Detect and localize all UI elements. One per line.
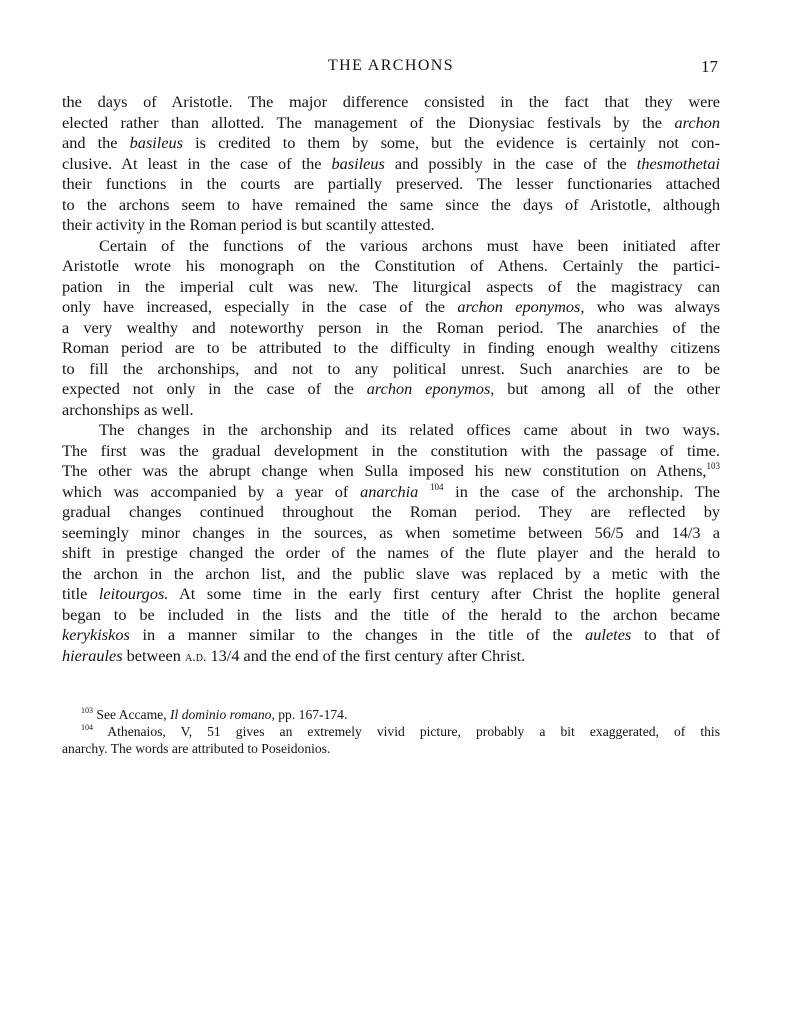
text-line: title leitourgos. At some time in the early first century after Christ the hoplite general	[62, 584, 720, 603]
italic-term: anarchia	[360, 481, 419, 501]
text-line: expected not only in the case of the archon eponymos, but among all of the other	[62, 379, 721, 398]
text-line: Roman period are to be attributed to the difficulty in finding enough wealthy citizens	[62, 338, 720, 357]
text-line: hieraules between a.d. 13/4 and the end of the first century after Christ.	[62, 645, 526, 665]
italic-term: archon eponymos,	[457, 297, 585, 316]
text-line: elected rather than allotted. The management of the Dionysiac festivals by the archon	[62, 112, 720, 132]
italic-term: auletes	[585, 625, 632, 644]
text-line: to fill the archonships, and not to any political unrest. Such anarchies are to be	[62, 358, 720, 378]
italic-term: hieraules	[62, 645, 123, 665]
footnote	[62, 723, 720, 757]
text-line: their functions in the courts are partially preserved. The lesser functionaries attached	[62, 174, 720, 193]
italic-term: basileus	[331, 153, 385, 173]
text-line: anarchy. The words are attributed to Poseidonios.	[62, 741, 331, 756]
text-line: The other was the abrupt change when Sulla imposed his new constitution on Athens,$^{103}$	[62, 461, 720, 480]
italic-term: Il dominio romano,	[170, 707, 275, 722]
footnote-marker: 103	[81, 706, 93, 715]
page-header	[62, 57, 720, 81]
footnote-marker: 104	[429, 481, 444, 492]
text-line: the archon in the archon list, and the public slave was replaced by a metic with the	[62, 563, 720, 583]
text-line: pation in the imperial cult was new. The liturgical aspects of the magistracy can	[62, 276, 720, 296]
small-caps-text: a.d.	[184, 649, 207, 665]
footnote	[62, 706, 720, 723]
italic-term: basileus	[129, 133, 184, 152]
text-line: The changes in the archonship and its related offices came about in two ways.	[99, 420, 720, 439]
text-line: clusive. At least in the case of the basileus and possibly in the case of the thesmothetai	[62, 153, 720, 173]
italic-term: thesmothetai	[636, 153, 720, 173]
running-head: THE ARCHONS	[327, 57, 455, 74]
footnotes	[62, 706, 720, 757]
text-line: $^{103}$ See Accame, Il dominio romano, pp. 167-174.	[81, 706, 348, 722]
page-number: 17	[701, 57, 718, 76]
italic-term: kerykiskos	[62, 625, 130, 644]
text-line: Certain of the functions of the various archons must have been initiated after	[99, 235, 720, 255]
text-line: shift in prestige changed the order of the names of the flute player and the herald to	[62, 543, 720, 562]
text-line: a very wealthy and noteworthy person in the Roman period. The anarchies of the	[62, 317, 720, 337]
book-page	[62, 0, 720, 1024]
paragraph	[62, 92, 720, 236]
italic-term: archon eponymos,	[366, 379, 495, 398]
italic-term: archon	[674, 112, 720, 132]
paragraph	[62, 420, 720, 668]
text-line: only have increased, especially in the case of the archon eponymos, who was always	[62, 297, 721, 316]
text-line: which was accompanied by a year of anarchia $^{104}$ in the case of the archonship. The	[62, 481, 720, 501]
text-line: to the archons seem to have remained the same since the days of Aristotle, although	[62, 194, 720, 214]
body-text	[62, 92, 720, 668]
text-line: Aristotle wrote his monograph on the Constitution of Athens. Certainly the partici-	[62, 256, 720, 275]
paragraph	[62, 236, 720, 421]
text-line: gradual changes continued throughout the Roman period. They are reflected by	[62, 502, 720, 521]
text-line: began to be included in the lists and the title of the herald to the archon became	[62, 604, 720, 624]
text-line: seemingly minor changes in the sources, as when sometime between 56/5 and 14/3 a	[62, 522, 720, 542]
text-line: the days of Aristotle. The major difference consisted in the fact that they were	[62, 92, 720, 111]
text-line: archonships as well.	[62, 399, 194, 419]
footnote-marker: 104	[81, 723, 93, 732]
text-line: their activity in the Roman period is but scantily attested.	[62, 215, 435, 234]
text-line: The first was the gradual development in the constitution with the passage of time.	[62, 440, 720, 460]
text-line: $^{104}$ Athenaios, V, 51 gives an extremely vivid picture, probably a bit exaggerated, of this	[81, 723, 720, 739]
text-line: kerykiskos in a manner similar to the changes in the title of the auletes to that of	[62, 625, 720, 644]
text-line: and the basileus is credited to them by some, but the evidence is certainly not con-	[62, 133, 720, 152]
footnote-marker: 103	[706, 461, 720, 471]
italic-term: leitourgos.	[98, 584, 169, 603]
